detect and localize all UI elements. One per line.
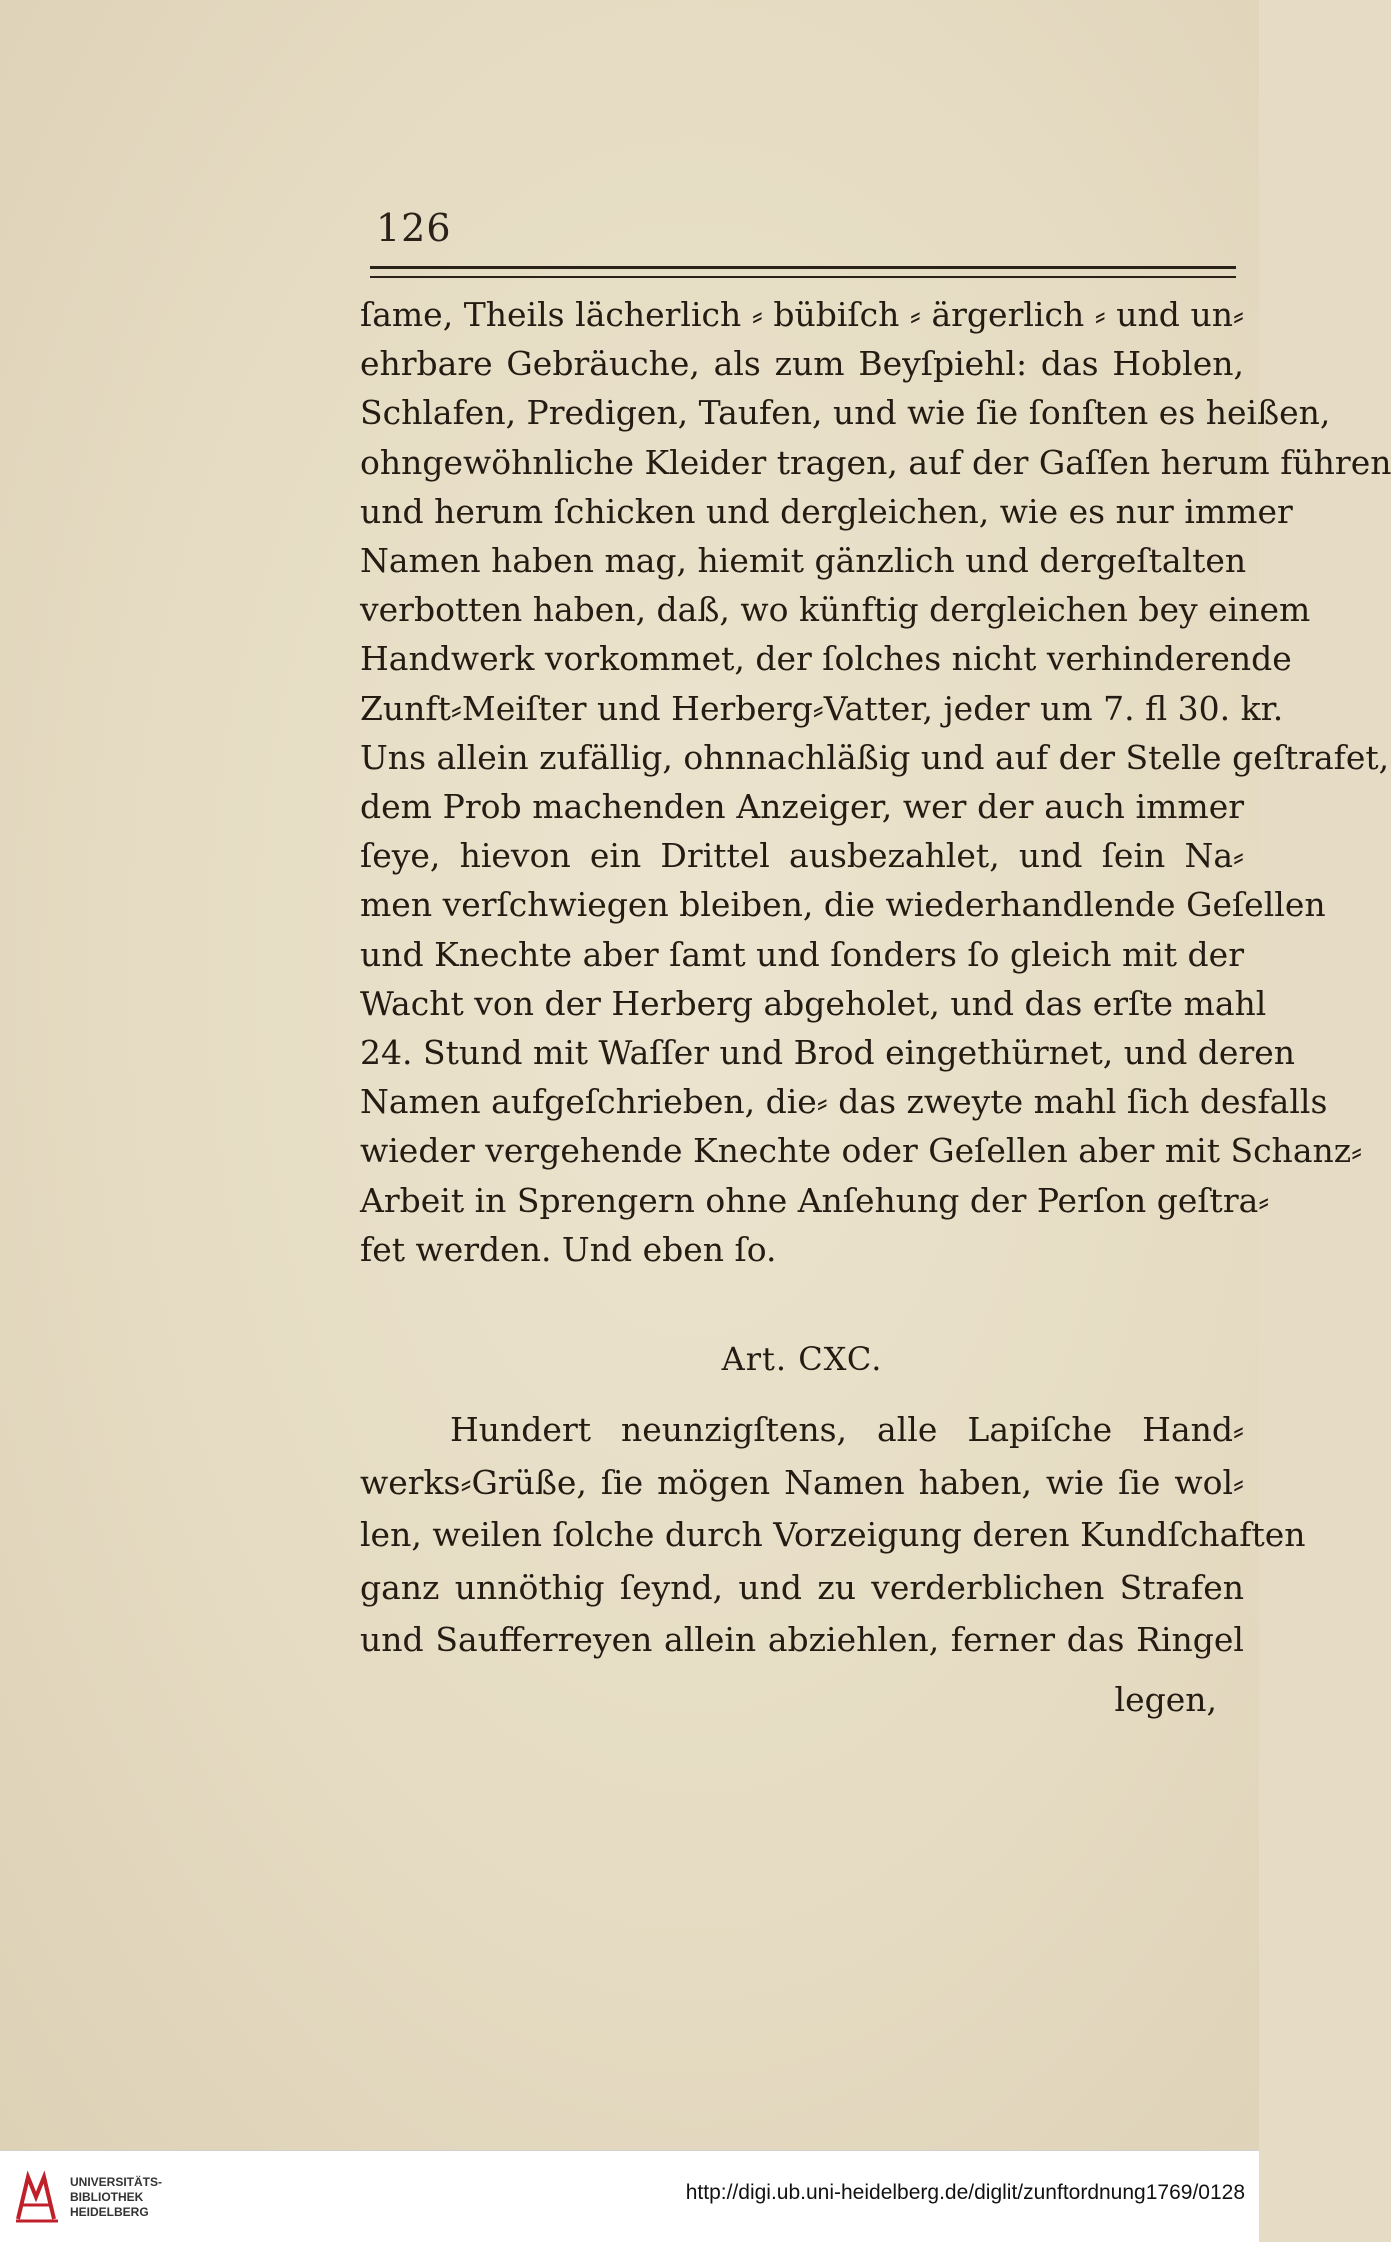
text-line: dem Prob machenden Anzeiger, wer der auch immer [360,787,1244,827]
page-number: 126 [376,206,452,250]
text-line: Handwerk vorkommet, der ſolches nicht verhinderende [360,639,1292,679]
catchword: legen, [1114,1680,1217,1719]
text-line: und Saufferreyen allein abziehlen, ferner das Ringel [360,1620,1244,1659]
text-line: ganz unnöthig ſeynd, und zu verderblichen Strafen [360,1567,1244,1607]
text-line: 24. Stund mit Waſſer und Brod eingethürnet, und deren [360,1033,1296,1073]
footer-bar [0,2150,1259,2242]
text-line: ohngewöhnliche Kleider tragen, auf der Gaſſen herum führen [360,442,1391,482]
library-name [70,2175,162,2220]
library-name-line: BIBLIOTHEK [70,2190,144,2204]
text-line: Namen haben mag, hiemit gänzlich und dergeſtalten [360,541,1247,581]
text-line: len, weilen ſolche durch Vorzeigung deren Kundſchaften [360,1515,1306,1554]
text-line: fet werden. Und eben ſo. [360,1229,777,1269]
permalink-url[interactable]: http://digi.ub.uni-heidelberg.de/diglit/zunftordnung1769/0128 [685,2181,1245,2204]
paragraph-1 [360,290,1391,1274]
text-line: Arbeit in Sprengern ohne Anſehung der Perſon geſtra⸗ [360,1180,1270,1220]
header-rule [370,266,1236,278]
article-heading: Art. CXC. [721,1340,883,1378]
text-line: Schlafen, Predigen, Taufen, und wie ſie ſonſten es heißen, [360,393,1331,433]
text-line: Wacht von der Herberg abgeholet, und das erſte mahl [360,983,1267,1023]
text-line: men verſchwiegen bleiben, die wiederhandlende Geſellen [360,885,1326,925]
text-line: ſame, Theils lächerlich ⸗ bübiſch ⸗ ärgerlich ⸗ und un⸗ [360,295,1244,334]
text-line: werks⸗Grüße, ſie mögen Namen haben, wie ſie wol⸗ [360,1462,1244,1502]
text-line: Zunft⸗Meiſter und Herberg⸗Vatter, jeder um 7. fl 30. kr. [360,688,1284,728]
text-line: Hundert neunzigſtens, alle Lapiſche Hand⸗ [450,1410,1244,1449]
text-line: und Knechte aber ſamt und ſonders ſo gleich mit der [360,934,1244,974]
paragraph-2 [360,1404,1306,1667]
text-line: ehrbare Gebräuche, als zum Beyſpiehl: das Hoblen, [360,344,1244,384]
text-line: ſeye, hievon ein Drittel ausbezahlet, und ſein Na⸗ [360,836,1244,876]
text-line: und herum ſchicken und dergleichen, wie es nur immer [360,491,1293,531]
text-line: verbotten haben, daß, wo künftig dergleichen bey einem [360,590,1311,630]
library-name-line: UNIVERSITÄTS- [70,2175,163,2189]
text-line: Namen aufgeſchrieben, die⸗ das zweyte mahl ſich desfalls [360,1082,1328,1122]
text-line: wieder vergehende Knechte oder Geſellen aber mit Schanz⸗ [360,1131,1363,1171]
library-logo-icon [14,2171,60,2223]
text-line: Uns allein zufällig, ohnnachläßig und auf der Stelle geſtrafet, [360,737,1390,777]
library-name-line: HEIDELBERG [70,2205,149,2219]
